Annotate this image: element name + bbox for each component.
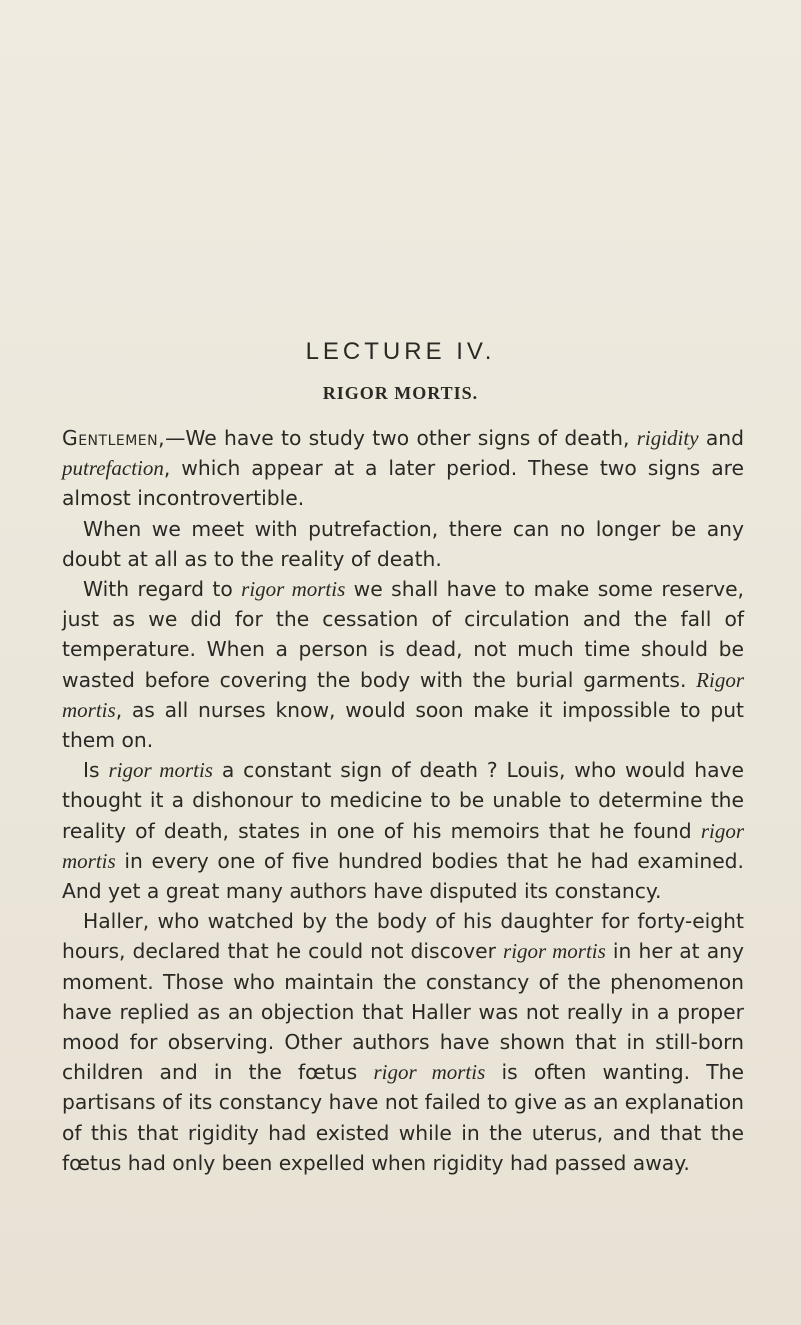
italic-term: putrefaction	[62, 456, 164, 481]
italic-term: rigor mortis	[241, 577, 346, 602]
paragraph-text: a constant sign of death ? Louis, who would have thought it a dishonour to medicine to be unable to determine the reality of death, states in one of his memoirs that he found	[62, 758, 745, 843]
paragraph-5	[62, 906, 744, 1178]
paragraph-2	[62, 514, 744, 574]
chapter-title: RIGOR MORTIS.	[322, 383, 479, 403]
paragraph-text: is often wanting. The partisans of its constancy have not failed to give as an explanation of this that rigidity had existed while in the uterus, and that the fœtus had only been expelled when rigidity had passed away.	[62, 1060, 745, 1175]
italic-term: rigidity	[636, 426, 699, 450]
paragraph-text: , which appear at a later period. These two signs are almost incontrovertible.	[62, 456, 744, 511]
paragraph-text: in her at any moment. Those who maintain the constancy of the phenomenon have replied as an objection that Haller was not really in a proper mood for observing. Other authors have shown that in still-born children and in the fœtus	[62, 939, 745, 1085]
paragraph-1	[62, 423, 744, 514]
paragraph-text: Haller, who watched by the body of his daughter for forty-eight hours, declared that he could not discover	[62, 909, 744, 964]
italic-term: rigor mortis	[108, 758, 213, 783]
italic-term: rigor mortis	[503, 939, 606, 964]
paragraph-text: and	[698, 426, 744, 450]
paragraph-text: , as all nurses know, would soon make it impossible to put them on.	[62, 697, 744, 753]
italic-term: rigor mortis	[373, 1060, 486, 1085]
lecture-heading: LECTURE IV.	[305, 338, 496, 365]
paragraph-text: Is	[83, 758, 109, 783]
paragraph-text: —We have to study two other signs of death,	[165, 426, 637, 450]
paragraph-3	[62, 574, 744, 755]
italic-term: rigor mortis	[62, 818, 744, 873]
paragraph-text: When we meet with putrefaction, there can no longer be any doubt at all as to the reality of death.	[62, 516, 744, 571]
salutation: Gentlemen,	[62, 426, 166, 450]
paragraph-text: we shall have to make some reserve, just as we did for the cessation of circulation and the fall of temperature. When a person is dead, not much time should be wasted before covering the body with the burial garments.	[62, 577, 744, 692]
body-text	[62, 423, 744, 1178]
italic-term: Rigor mortis	[62, 667, 744, 722]
paragraph-4	[62, 755, 744, 906]
paragraph-text: in every one of five hundred bodies that he had examined. And yet a great many authors have disputed its constancy.	[62, 848, 744, 904]
paragraph-text: With regard to	[83, 577, 242, 602]
